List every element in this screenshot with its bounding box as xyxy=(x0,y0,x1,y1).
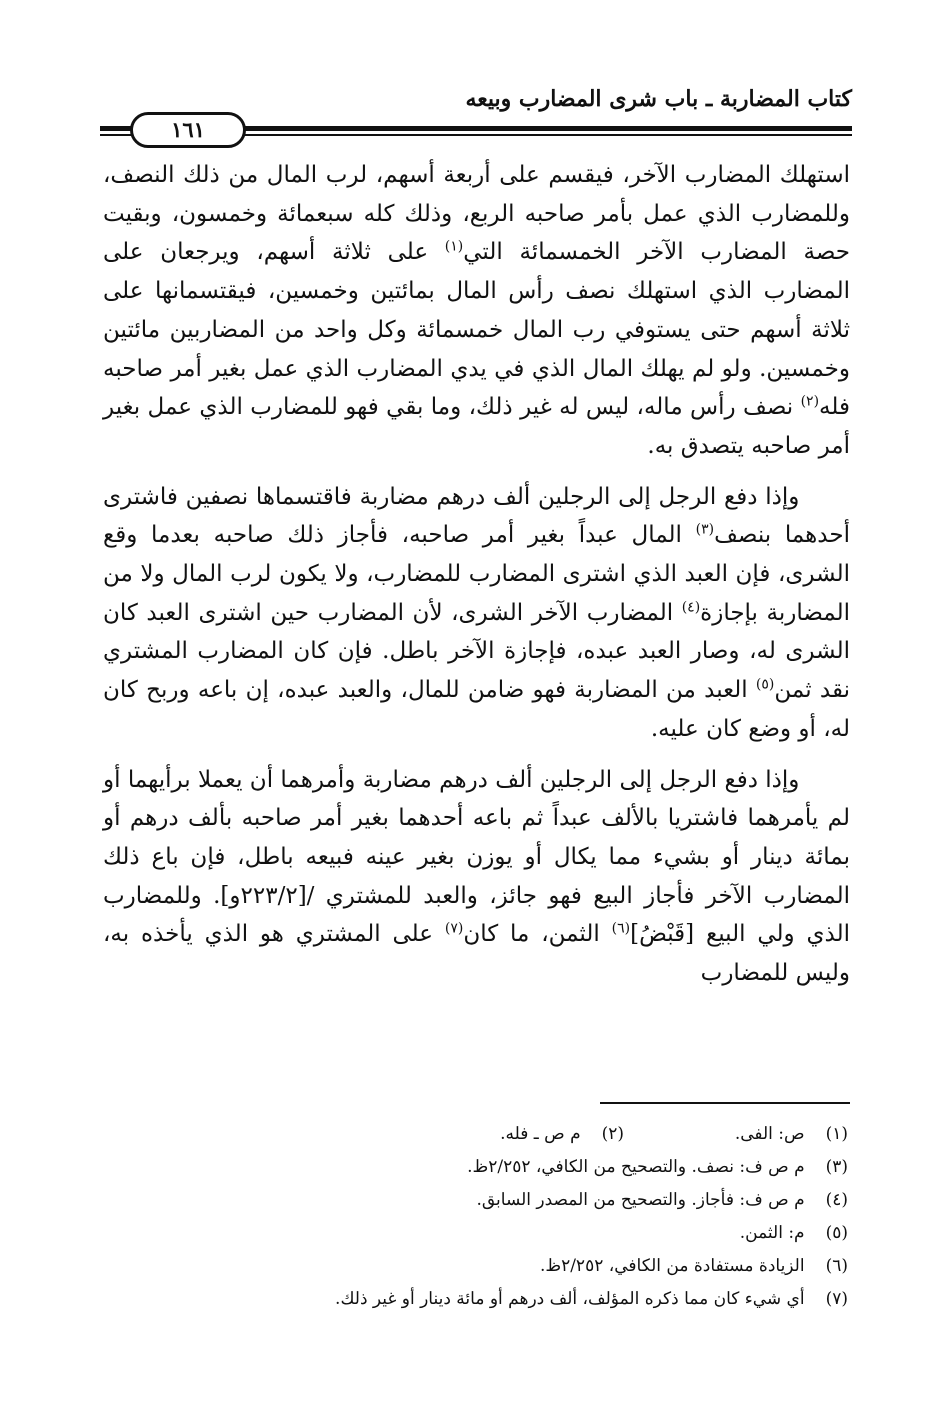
footnote-text: م: الثمن. xyxy=(739,1223,805,1243)
footnote-row-3 xyxy=(103,1151,848,1184)
footnote-number: (١) xyxy=(825,1124,848,1144)
footnote-row-4 xyxy=(103,1184,848,1217)
footnote-text: م ص ف: فأجاز. والتصحيح من المصدر السابق. xyxy=(476,1190,805,1210)
footnote-text: م ص ـ فله. xyxy=(500,1124,581,1144)
footnote-ref-6: (٦) xyxy=(611,920,631,937)
footnote-ref-1: (١) xyxy=(444,238,464,255)
footnote-number: (٦) xyxy=(825,1256,848,1276)
paragraph-3-text: على المشتري هو الذي يأخذه به، وليس للمضارب xyxy=(103,921,850,987)
page-number: ١٦١ xyxy=(130,112,246,148)
page-header xyxy=(100,0,852,150)
running-title: كتاب المضاربة ـ باب شرى المضارب وبيعه xyxy=(465,86,852,112)
paragraph-2 xyxy=(103,478,850,749)
footnote-row-6 xyxy=(103,1250,848,1283)
footnote-ref-3: (٣) xyxy=(695,521,715,538)
footnote-separator xyxy=(600,1102,850,1104)
footnote-ref-7: (٧) xyxy=(444,920,464,937)
paragraph-2-text: العبد من المضاربة فهو ضامن للمال، والعبد عبده، إن باعه وربح كان له، أو وضع كان عليه. xyxy=(103,677,850,742)
footnote-row-1-2 xyxy=(103,1118,848,1151)
footnote-row-7 xyxy=(103,1283,848,1316)
footnote-ref-5: (٥) xyxy=(755,676,775,693)
footnote-ref-2: (٢) xyxy=(800,393,820,410)
footnote-number: (٢) xyxy=(601,1124,625,1144)
paragraph-3-text: الثمن، ما كان xyxy=(463,921,612,948)
footnote-text: م ص ف: نصف. والتصحيح من الكافي، ٢/٢٥٢ظ. xyxy=(467,1157,805,1177)
paragraph-1-text: نصف رأس ماله، ليس له غير ذلك، وما بقي فهو للمضارب الذي عمل بغير أمر صاحبه يتصدق به. xyxy=(103,394,850,459)
paragraph-3-text: وإذا دفع الرجل إلى الرجلين ألف درهم مضاربة وأمرهما أن يعملا برأيهما أو لم يأمرهما فاشتريا بالألف عبداً ثم باعه أحدهما بغير أمر صاحبه بألف درهم أو بمائة دينار أو بشيء مما يكال أو يوزن بغير عينه فبيعه باطل، فإن باع ذلك المضارب الآخر فأجاز البيع فهو جائز، والعبد للمشتري /[٢٢٣/٢و]. وللمضارب الذي ولي البيع [قَبْضُ] xyxy=(103,766,850,948)
footnotes xyxy=(103,1118,848,1316)
footnote-ref-4: (٤) xyxy=(681,599,701,616)
footnote-text: أي شيء كان مما ذكره المؤلف، ألف درهم أو مائة دينار أو غير ذلك. xyxy=(335,1289,805,1309)
paragraph-1 xyxy=(103,156,850,466)
footnote-number: (٥) xyxy=(825,1223,848,1243)
footnote-number: (٣) xyxy=(825,1157,848,1177)
footnote-number: (٤) xyxy=(825,1190,848,1210)
paragraph-1-text: على ثلاثة أسهم، ويرجعان على المضارب الذي استهلك نصف رأس المال بمائتين وخمسين، فيقتسمانها على ثلاثة أسهم حتى يستوفي رب المال خمسمائة وكل واحد من المضاربين مائتين وخمسين. ولو لم يهلك المال الذي في يدي المضارب الذي عمل بغير أمر صاحبه فله xyxy=(103,239,850,421)
paragraph-2-text: المال عبداً بغير أمر صاحبه، فأجاز ذلك صاحبه بعدما وقع الشرى، فإن العبد الذي اشترى المضارب للمضارب، ولا يكون لرب المال ولا من المضاربة بإجازة xyxy=(103,522,851,626)
footnote-text: الزيادة مستفادة من الكافي، ٢/٢٥٢ظ. xyxy=(539,1256,805,1276)
paragraph-2-text: المضارب الآخر الشرى، لأن المضارب حين اشترى العبد كان الشرى له، وصار العبد عبده، فإجازة الآخر باطل. فإن كان المضارب المشتري نقد ثمن xyxy=(103,599,850,704)
footnote-number: (٧) xyxy=(825,1289,848,1309)
footnote-text: ص: الفى. xyxy=(734,1124,805,1144)
paragraph-1-text: استهلك المضارب الآخر، فيقسم على أربعة أسهم، لرب المال من ذلك النصف، وللمضارب الذي عمل بأمر صاحبه الربع، وذلك كله سبعمائة وخمسون، وبقيت حصة المضارب الآخر الخمسمائة التي xyxy=(103,162,850,266)
paragraph-2-text: وإذا دفع الرجل إلى الرجلين ألف درهم مضاربة فاقتسماها نصفين فاشترى أحدهما بنصف xyxy=(103,483,850,549)
footnote-row-5 xyxy=(103,1217,848,1250)
main-text xyxy=(103,156,850,1005)
paragraph-3 xyxy=(103,761,850,993)
